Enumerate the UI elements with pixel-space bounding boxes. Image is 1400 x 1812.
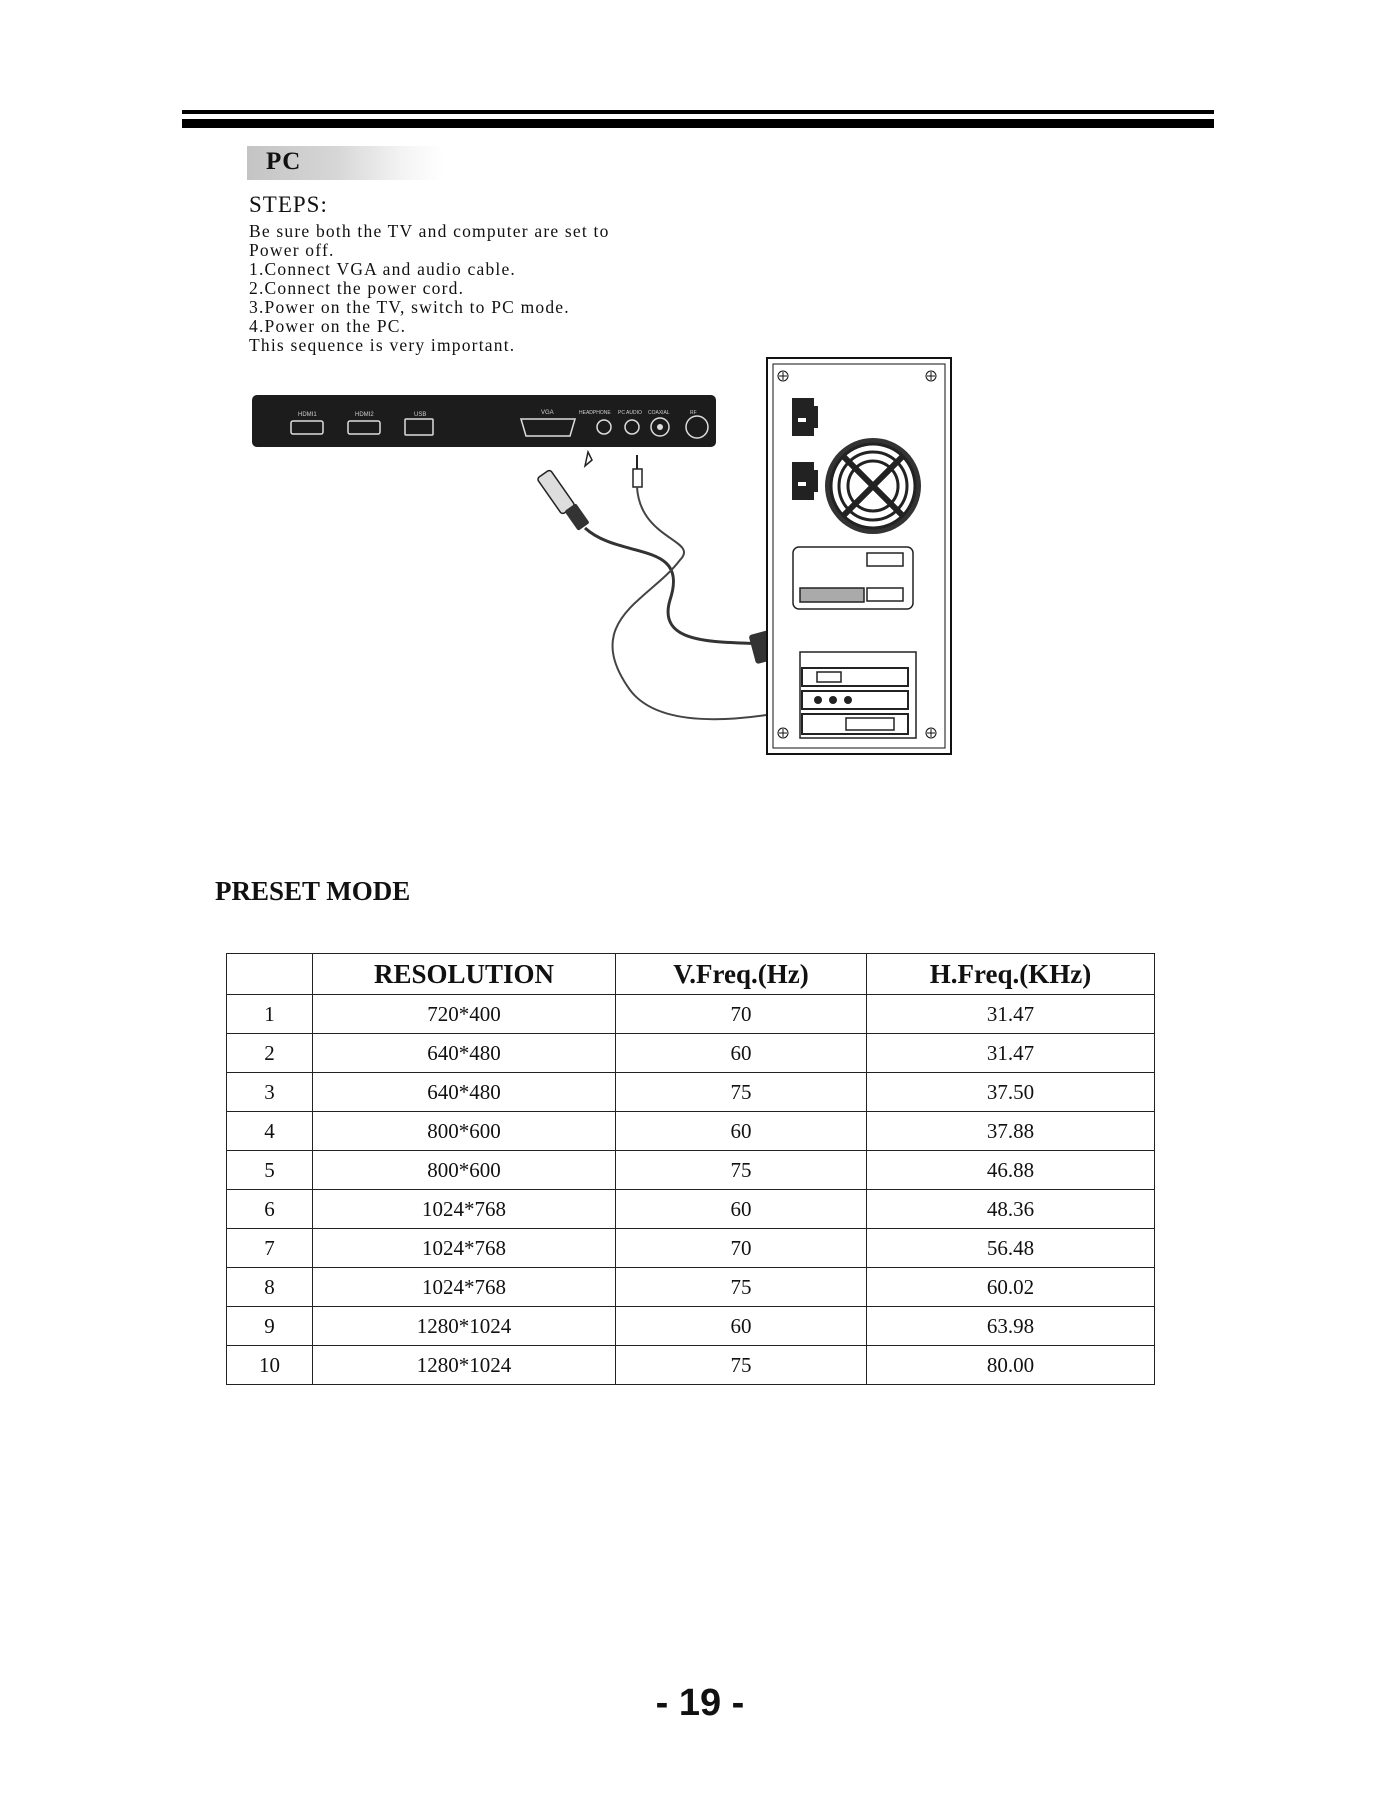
resolution-cell: 1024*768 — [313, 1229, 616, 1268]
port-label-rf: RF — [690, 410, 697, 416]
row-index: 5 — [227, 1151, 313, 1190]
fan-icon — [825, 438, 921, 534]
resolution-cell: 1280*1024 — [313, 1346, 616, 1385]
table-header-row — [227, 954, 1155, 995]
steps-line: Power off. — [249, 240, 335, 260]
table-row — [227, 1346, 1155, 1385]
resolution-cell: 1024*768 — [313, 1190, 616, 1229]
resolution-cell: 800*600 — [313, 1112, 616, 1151]
row-index: 9 — [227, 1307, 313, 1346]
hfreq-cell: 63.98 — [867, 1307, 1155, 1346]
vfreq-cell: 60 — [616, 1034, 867, 1073]
preset-mode-table — [226, 953, 1155, 1385]
steps-line: 1.Connect VGA and audio cable. — [249, 259, 517, 279]
hfreq-cell: 60.02 — [867, 1268, 1155, 1307]
section-title: PC — [266, 148, 302, 175]
vfreq-cell: 60 — [616, 1112, 867, 1151]
vfreq-cell: 75 — [616, 1268, 867, 1307]
table-row — [227, 1307, 1155, 1346]
resolution-cell: 1024*768 — [313, 1268, 616, 1307]
resolution-cell: 720*400 — [313, 995, 616, 1034]
connection-diagram — [0, 0, 1400, 800]
row-index: 1 — [227, 995, 313, 1034]
vga-cable — [537, 452, 804, 664]
resolution-cell: 640*480 — [313, 1073, 616, 1112]
steps-line: 4.Power on the PC. — [249, 316, 407, 336]
vfreq-cell: 60 — [616, 1307, 867, 1346]
table-row — [227, 995, 1155, 1034]
hfreq-cell: 48.36 — [867, 1190, 1155, 1229]
table-row — [227, 1073, 1155, 1112]
hfreq-cell: 31.47 — [867, 1034, 1155, 1073]
port-label-coaxial: COAXIAL — [648, 410, 670, 416]
steps-line: Be sure both the TV and computer are set to — [249, 221, 610, 241]
row-index: 3 — [227, 1073, 313, 1112]
table-row — [227, 1112, 1155, 1151]
row-index: 8 — [227, 1268, 313, 1307]
vfreq-cell: 75 — [616, 1346, 867, 1385]
resolution-cell: 1280*1024 — [313, 1307, 616, 1346]
header-resolution: RESOLUTION — [313, 954, 616, 995]
steps-line: 3.Power on the TV, switch to PC mode. — [249, 297, 570, 317]
vfreq-cell: 60 — [616, 1190, 867, 1229]
port-label-headphone: HEADPHONE — [579, 410, 611, 416]
hfreq-cell: 80.00 — [867, 1346, 1155, 1385]
table-row — [227, 1190, 1155, 1229]
port-label-hdmi2: HDMI2 — [355, 412, 374, 418]
port-label-hdmi1: HDMI1 — [298, 412, 317, 418]
vfreq-cell: 75 — [616, 1151, 867, 1190]
steps-heading: STEPS: — [249, 192, 328, 217]
row-index: 6 — [227, 1190, 313, 1229]
page-number: - 19 - — [655, 1682, 745, 1724]
hfreq-cell: 37.50 — [867, 1073, 1155, 1112]
row-index: 2 — [227, 1034, 313, 1073]
table-row — [227, 1151, 1155, 1190]
table-row — [227, 1268, 1155, 1307]
hfreq-cell: 46.88 — [867, 1151, 1155, 1190]
row-index: 10 — [227, 1346, 313, 1385]
vfreq-cell: 70 — [616, 1229, 867, 1268]
row-index: 7 — [227, 1229, 313, 1268]
pc-tower — [767, 358, 951, 754]
steps-line: 2.Connect the power cord. — [249, 278, 465, 298]
vfreq-cell: 70 — [616, 995, 867, 1034]
vfreq-cell: 75 — [616, 1073, 867, 1112]
row-index: 4 — [227, 1112, 313, 1151]
resolution-cell: 800*600 — [313, 1151, 616, 1190]
tv-rear-panel — [252, 395, 716, 447]
resolution-cell: 640*480 — [313, 1034, 616, 1073]
table-row — [227, 1034, 1155, 1073]
hfreq-cell: 56.48 — [867, 1229, 1155, 1268]
header-index — [227, 954, 313, 995]
port-label-pc-audio: PC AUDIO — [618, 410, 642, 416]
steps-line: This sequence is very important. — [249, 335, 516, 355]
port-label-vga: VGA — [541, 410, 554, 416]
port-label-usb: USB — [414, 412, 427, 418]
preset-mode-title: PRESET MODE — [215, 876, 411, 906]
header-vfreq: V.Freq.(Hz) — [616, 954, 867, 995]
header-hfreq: H.Freq.(KHz) — [867, 954, 1155, 995]
hfreq-cell: 31.47 — [867, 995, 1155, 1034]
hfreq-cell: 37.88 — [867, 1112, 1155, 1151]
table-row — [227, 1229, 1155, 1268]
